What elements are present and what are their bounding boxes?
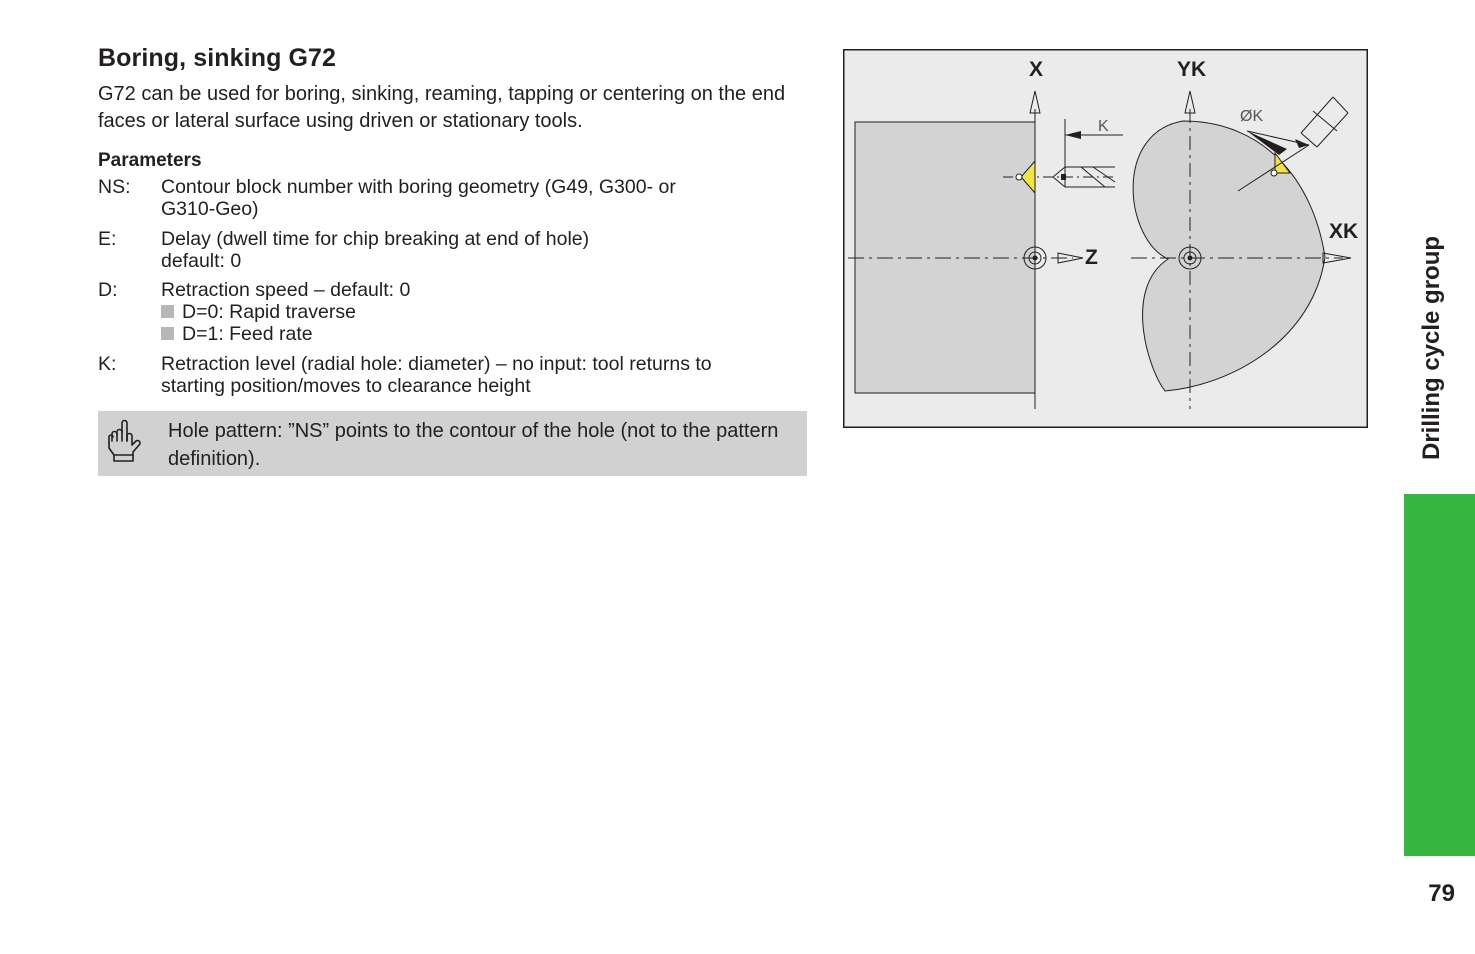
bullet-item xyxy=(161,301,811,323)
parameter-key: NS: xyxy=(98,176,131,198)
parameter-key: E: xyxy=(98,228,117,250)
parameter-description xyxy=(161,228,811,272)
intro-paragraph: G72 can be used for boring, sinking, reaming, tapping or centering on the end faces or lateral surface using driven or stationary tools. xyxy=(98,83,786,132)
chapter-tab xyxy=(1404,494,1475,856)
bullet-text: D=0: Rapid traverse xyxy=(182,301,356,323)
pointing-hand-icon xyxy=(106,419,142,465)
description-line: Retraction speed – default: 0 xyxy=(161,279,411,301)
description-line: Delay (dwell time for chip breaking at end of hole) xyxy=(161,228,590,250)
chapter-title: Drilling cycle group xyxy=(1418,235,1445,460)
parameters-heading: Parameters xyxy=(98,150,202,171)
parameter-description xyxy=(161,176,811,220)
x-axis-label: X xyxy=(1029,58,1044,81)
boring-cycle-diagram xyxy=(843,49,1368,428)
note-box xyxy=(98,411,807,476)
xk-axis-label: XK xyxy=(1329,220,1359,243)
bullet-text: D=1: Feed rate xyxy=(182,323,313,345)
parameter-key: D: xyxy=(98,279,118,301)
description-line: default: 0 xyxy=(161,250,242,272)
page-number: 79 xyxy=(1428,880,1455,907)
description-line: Retraction level (radial hole: diameter) – no input: tool returns to xyxy=(161,353,712,375)
bullet-item xyxy=(161,323,811,345)
bullet-square-icon xyxy=(161,327,174,340)
page-title: Boring, sinking G72 xyxy=(98,44,337,72)
description-line: starting position/moves to clearance height xyxy=(161,375,531,397)
z-axis-label: Z xyxy=(1085,246,1098,269)
parameter-description xyxy=(161,353,811,397)
parameter-description xyxy=(161,279,811,345)
dk-dimension-label: ØK xyxy=(1240,108,1264,125)
description-line: Contour block number with boring geometry (G49, G300- or xyxy=(161,176,676,198)
bullet-square-icon xyxy=(161,305,174,318)
note-text: Hole pattern: ”NS” points to the contour of the hole (not to the pattern definition). xyxy=(168,420,779,470)
parameter-key: K: xyxy=(98,353,117,375)
k-dimension-label: K xyxy=(1098,118,1109,135)
description-line: G310-Geo) xyxy=(161,198,259,220)
yk-axis-label: YK xyxy=(1177,58,1207,81)
